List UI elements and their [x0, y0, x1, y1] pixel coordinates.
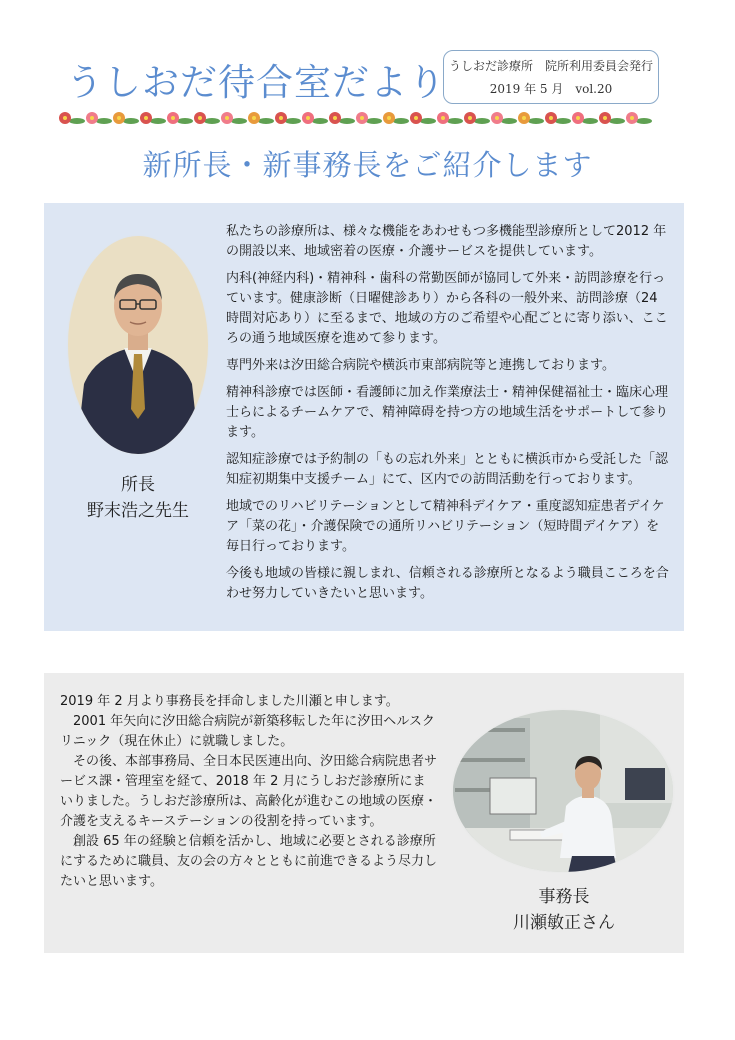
paragraph: 2019 年 2 月より事務長を拝命しました川瀬と申します。 [60, 694, 399, 709]
leaf-shape [582, 118, 598, 124]
paragraph: 地域でのリハビリテーションとして精神科デイケア・重度認知症患者デイケア「菜の花」・介護保険での通所リハビリテーション（短時間デイケア）を毎日行っております。 [226, 499, 665, 554]
flower-center [117, 116, 121, 120]
issue-info-box [443, 50, 659, 104]
director-name: 野末浩之先生 [87, 501, 189, 521]
flower-center [630, 116, 634, 120]
leaf-shape [447, 118, 463, 124]
flower-center [441, 116, 445, 120]
leaf-shape [69, 118, 85, 124]
paragraph: 認知症診療では予約制の「もの忘れ外来」とともに横浜市から受託した「認知症初期集中支援チーム」にて、区内での訪問活動を行っております。 [226, 452, 669, 487]
flower-center [306, 116, 310, 120]
leaf-shape [123, 118, 139, 124]
paragraph: 専門外来は汐田総合病院や横浜市東部病院等と連携しております。 [226, 358, 615, 373]
flower-center [495, 116, 499, 120]
flower-center [522, 116, 526, 120]
leaf-shape [474, 118, 490, 124]
manager-caption [476, 884, 652, 936]
leaf-shape [285, 118, 301, 124]
leaf-shape [96, 118, 112, 124]
flower-center [360, 116, 364, 120]
leaf-shape [636, 118, 652, 124]
manager-message [60, 692, 438, 892]
director-portrait [66, 234, 210, 456]
leaf-shape [312, 118, 328, 124]
flower-center [63, 116, 67, 120]
leaf-shape [258, 118, 274, 124]
issuer-label: うしおだ診療所 院所利用委員会発行 [448, 59, 653, 73]
flower-center [414, 116, 418, 120]
paragraph: 私たちの診療所は、様々な機能をあわせもつ多機能型診療所として2012 年の開設以来、地域密着の医療・介護サービスを提供しています。 [226, 224, 667, 259]
flower-center [576, 116, 580, 120]
paragraph: 内科(神経内科)・精神科・歯科の常勤医師が協同して外来・訪問診療を行っています。健康診断（日曜健診あり）から各科の一般外来、訪問診療（24 時間対応あり）に至るまで、地域の方のご希望や心配ごとに寄り添い、こころの通う地域医療を進めて参ります。 [226, 271, 668, 346]
page-headline: 新所長・新事務長をご紹介します [142, 148, 593, 182]
newsletter-title: うしおだ待合室だより [66, 61, 446, 104]
flower-center [198, 116, 202, 120]
director-message [226, 222, 671, 611]
leaf-shape [177, 118, 193, 124]
leaf-shape [609, 118, 625, 124]
flower-center [333, 116, 337, 120]
leaf-shape [420, 118, 436, 124]
flower-center [252, 116, 256, 120]
flower-border-decoration [55, 108, 655, 128]
flower-center [387, 116, 391, 120]
paragraph: 今後も地域の皆様に親しまれ、信頼される診療所となるよう職員こころを合わせ努力していきたいと思います。 [226, 566, 669, 601]
leaf-shape [231, 118, 247, 124]
paragraph: 2001 年矢向に汐田総合病院が新築移転した年に汐田ヘルスクリニック（現在休止）に就職しました。 [60, 714, 435, 749]
leaf-shape [339, 118, 355, 124]
manager-name: 川瀬敏正さん [513, 913, 615, 933]
paragraph: 精神科診療では医師・看護師に加え作業療法士・精神保健福祉士・臨床心理士らによるチームケアで、精神障碍を持つ方の地域生活をサポートして参ります。 [226, 385, 669, 440]
leaf-shape [150, 118, 166, 124]
flower-center [225, 116, 229, 120]
leaf-shape [528, 118, 544, 124]
flower-center [144, 116, 148, 120]
flower-center [171, 116, 175, 120]
director-role: 所長 [121, 475, 155, 495]
leaf-shape [366, 118, 382, 124]
director-caption [68, 472, 208, 524]
flower-center [90, 116, 94, 120]
manager-photo [450, 708, 676, 874]
issue-number: 2019 年 5 月 vol.20 [489, 82, 613, 96]
flower-center [603, 116, 607, 120]
leaf-shape [393, 118, 409, 124]
flower-center [279, 116, 283, 120]
manager-role: 事務長 [538, 887, 590, 907]
flower-center [468, 116, 472, 120]
paragraph: 創設 65 年の経験と信頼を活かし、地域に必要とされる診療所にするために職員、友の会の方々とともに前進できるよう尽力したいと思います。 [60, 834, 438, 889]
paragraph: その後、本部事務局、全日本民医連出向、汐田総合病院患者サービス課・管理室を経て、2018 年 2 月にうしおだ診療所にまいりました。うしおだ診療所は、高齢化が進むこの地域の医療・介護を支えるキーステーションの役割を持っています。 [60, 754, 438, 829]
flower-center [549, 116, 553, 120]
leaf-shape [555, 118, 571, 124]
leaf-shape [501, 118, 517, 124]
leaf-shape [204, 118, 220, 124]
